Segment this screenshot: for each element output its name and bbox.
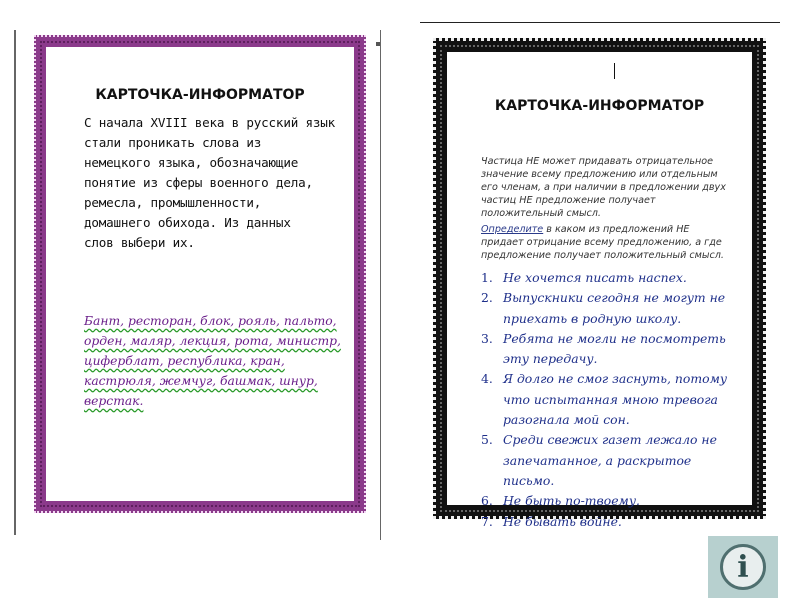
left-text-line: С начала XVIII века в русский язык	[84, 115, 335, 130]
rule-line: Частица НЕ может придавать отрицательное	[481, 156, 714, 167]
sentence-number: 5.	[481, 432, 493, 448]
sentence-line: Не бывать войне.	[503, 513, 622, 529]
sentence-line: Не хочется писать наспех.	[503, 270, 687, 285]
sentence-item	[481, 329, 797, 370]
left-card-text	[84, 113, 364, 253]
word-line: верстак.	[84, 394, 144, 408]
sentence-item	[481, 512, 797, 532]
word-line: кастрюля, жемчуг, башмак, шнур,	[84, 374, 318, 388]
rule-line: его членам, а при наличии в предложении двух	[481, 182, 726, 193]
right-card-title: КАРТОЧКА-ИНФОРМАТОР	[494, 98, 705, 114]
task-verb: Определите	[481, 224, 544, 235]
sentence-number: 2.	[481, 290, 493, 306]
sentence-number: 1.	[481, 270, 493, 285]
info-icon: i	[720, 544, 766, 590]
task-text	[481, 223, 796, 262]
sentence-line: письмо.	[503, 472, 555, 488]
task-line: в каком из предложений НЕ	[543, 224, 690, 235]
sentence-line: эту передачу.	[503, 351, 598, 367]
word-line: циферблат, республика, кран,	[84, 354, 285, 368]
sentence-list	[481, 268, 797, 532]
left-card-title: КАРТОЧКА-ИНФОРМАТОР	[95, 87, 305, 103]
rule-text	[481, 155, 793, 220]
right-info-card	[433, 38, 766, 529]
sentence-number: 6.	[481, 493, 493, 509]
text-cursor	[614, 63, 615, 79]
left-text-line: понятие из сферы военного дела,	[84, 175, 313, 190]
sentence-item	[481, 430, 797, 491]
left-text-line: домашнего обихода. Из данных	[84, 215, 291, 230]
sentence-item	[481, 268, 797, 288]
sentence-line: запечатанное, а раскрытое	[503, 452, 692, 468]
rule-line: положительный смысл.	[481, 208, 601, 219]
sentence-number: 4.	[481, 371, 493, 387]
left-text-line: слов выбери их.	[84, 235, 195, 250]
sentence-line: Я долго не смог заснуть, потому	[503, 371, 728, 387]
top-right-rule	[420, 22, 780, 23]
sentence-line: Ребята не могли не посмотреть	[503, 330, 726, 346]
left-text-line: немецкого языка, обозначающие	[84, 155, 299, 170]
sentence-number: 7.	[481, 513, 493, 529]
center-margin-line	[380, 30, 381, 540]
word-line: Бант, ресторан, блок, рояль, пальто,	[84, 314, 337, 328]
sentence-item	[481, 288, 797, 329]
left-text-line: стали проникать слова из	[84, 135, 262, 150]
small-handle-mark	[376, 42, 380, 46]
left-margin-line	[14, 30, 16, 535]
sentence-number: 3.	[481, 330, 493, 346]
sentence-line: приехать в родную школу.	[503, 310, 682, 326]
word-line: орден, маляр, лекция, рота, министр,	[84, 334, 341, 348]
left-text-line: ремесла, промышленности,	[84, 195, 262, 210]
sentence-item	[481, 369, 797, 430]
word-list	[84, 311, 369, 411]
sentence-line: Не быть по-твоему.	[503, 493, 640, 509]
rule-line: значение всему предложению или отдельным	[481, 169, 718, 180]
sentence-line: разогнала мой сон.	[503, 412, 630, 428]
info-button[interactable]	[708, 536, 778, 598]
task-line: придает отрицание всему предложению, а где	[481, 237, 722, 248]
task-line: предложение получает положительный смысл.	[481, 250, 724, 261]
sentence-item	[481, 491, 797, 511]
sentence-line: Выпускники сегодня не могут не	[503, 290, 726, 306]
left-info-card	[34, 35, 366, 513]
sentence-line: Среди свежих газет лежало не	[503, 432, 717, 448]
rule-line: частиц НЕ предложение получает	[481, 195, 656, 206]
sentence-line: что испытанная мною тревога	[503, 391, 718, 407]
